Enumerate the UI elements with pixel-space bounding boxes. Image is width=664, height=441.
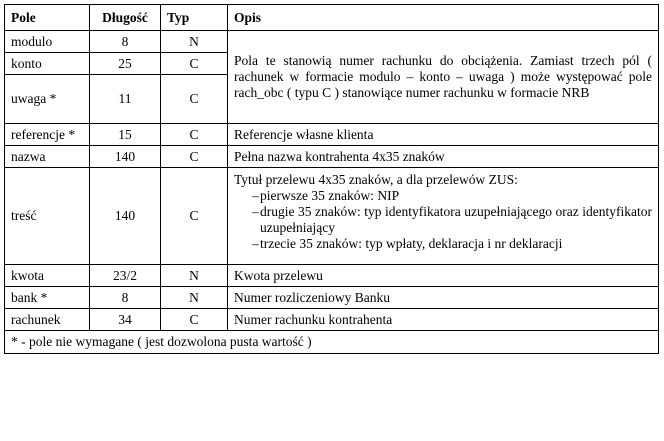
dash-marker: – bbox=[252, 236, 259, 251]
cell-dlugosc: 15 bbox=[90, 124, 161, 146]
bullet-text: drugie 35 znaków: typ identyfikatora uzupełniającego oraz identyfikator uzupełniający bbox=[260, 204, 652, 235]
cell-dlugosc: 8 bbox=[90, 287, 161, 309]
table-row-tresc bbox=[5, 168, 659, 265]
footnote: * - pole nie wymagane ( jest dozwolona pusta wartość ) bbox=[5, 331, 659, 354]
cell-dlugosc: 34 bbox=[90, 309, 161, 331]
cell-opis: Pełna nazwa kontrahenta 4x35 znaków bbox=[228, 146, 659, 168]
header-pole: Pole bbox=[5, 5, 90, 31]
tresc-intro: Tytuł przelewu 4x35 znaków, a dla przelewów ZUS: bbox=[234, 172, 518, 187]
cell-typ: C bbox=[161, 124, 228, 146]
cell-dlugosc: 8 bbox=[90, 31, 161, 53]
list-item bbox=[234, 188, 652, 204]
cell-dlugosc: 140 bbox=[90, 146, 161, 168]
bullet-text: pierwsze 35 znaków: NIP bbox=[260, 188, 400, 203]
cell-pole: bank * bbox=[5, 287, 90, 309]
cell-opis-tresc bbox=[228, 168, 659, 265]
cell-opis: Kwota przelewu bbox=[228, 265, 659, 287]
table-row-kwota bbox=[5, 265, 659, 287]
cell-typ: C bbox=[161, 309, 228, 331]
table-row-rachunek bbox=[5, 309, 659, 331]
footnote-row bbox=[5, 331, 659, 354]
header-opis: Opis bbox=[228, 5, 659, 31]
dash-marker: – bbox=[252, 204, 259, 219]
header-dlugosc: Długość bbox=[90, 5, 161, 31]
cell-opis: Numer rozliczeniowy Banku bbox=[228, 287, 659, 309]
list-item bbox=[234, 204, 652, 236]
cell-pole: konto bbox=[5, 53, 90, 75]
cell-pole: rachunek bbox=[5, 309, 90, 331]
cell-opis: Numer rachunku kontrahenta bbox=[228, 309, 659, 331]
cell-dlugosc: 11 bbox=[90, 75, 161, 124]
table-row-nazwa bbox=[5, 146, 659, 168]
cell-opis: Referencje własne klienta bbox=[228, 124, 659, 146]
header-row bbox=[5, 5, 659, 31]
table-row-bank bbox=[5, 287, 659, 309]
cell-typ: N bbox=[161, 287, 228, 309]
bullet-text: trzecie 35 znaków: typ wpłaty, deklaracja i nr deklaracji bbox=[260, 236, 563, 251]
table-row-modulo bbox=[5, 31, 659, 53]
cell-dlugosc: 25 bbox=[90, 53, 161, 75]
cell-dlugosc: 140 bbox=[90, 168, 161, 265]
cell-typ: C bbox=[161, 53, 228, 75]
dash-marker: – bbox=[252, 188, 259, 203]
cell-pole: modulo bbox=[5, 31, 90, 53]
tresc-bullet-list bbox=[234, 188, 652, 252]
cell-typ: N bbox=[161, 31, 228, 53]
table-row-referencje bbox=[5, 124, 659, 146]
cell-typ: N bbox=[161, 265, 228, 287]
list-item bbox=[234, 236, 652, 252]
cell-opis-account-group: Pola te stanowią numer rachunku do obciążenia. Zamiast trzech pól ( rachunek w formacie modulo – konto – uwaga ) może występować pole rach_obc ( typu C ) stanowiące numer rachunku w formacie NRB bbox=[228, 31, 659, 124]
header-typ: Typ bbox=[161, 5, 228, 31]
cell-pole: nazwa bbox=[5, 146, 90, 168]
cell-typ: C bbox=[161, 75, 228, 124]
cell-typ: C bbox=[161, 146, 228, 168]
cell-pole: kwota bbox=[5, 265, 90, 287]
field-spec-table bbox=[4, 4, 659, 354]
cell-typ: C bbox=[161, 168, 228, 265]
cell-pole: referencje * bbox=[5, 124, 90, 146]
cell-pole: uwaga * bbox=[5, 75, 90, 124]
cell-pole: treść bbox=[5, 168, 90, 265]
cell-dlugosc: 23/2 bbox=[90, 265, 161, 287]
